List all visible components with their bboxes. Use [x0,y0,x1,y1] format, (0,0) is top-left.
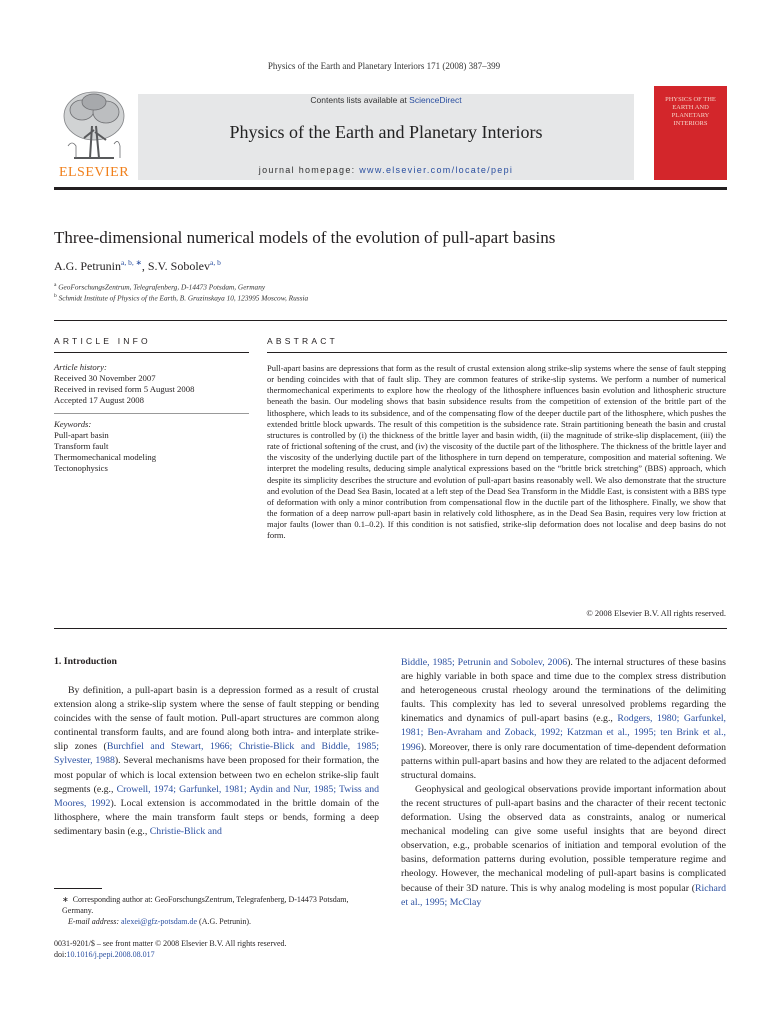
keyword: Thermomechanical modeling [54,452,157,462]
body-rule [54,628,727,629]
doi-line: doi:10.1016/j.pepi.2008.08.017 [54,950,155,959]
keyword: Transform fault [54,441,109,451]
keyword: Pull-apart basin [54,430,109,440]
author-name: S.V. Sobolev [147,259,211,273]
homepage-prefix: journal homepage: [258,165,360,175]
section-rule [54,320,727,321]
citation-link[interactable]: Burchfiel and Stewart, 1966; Christie-Blick and Biddle, 1985; Sylvester, 1988 [54,741,379,767]
article-title: Three-dimensional numerical models of the evolution of pull-apart basins [54,228,556,247]
citation-link[interactable]: Rodgers, 1980; Garfunkel, 1981; Ben-Avraham and Zoback, 1992; Katzman et al., 1995; ten Brink et al., 1996 [401,713,726,753]
affiliation-b: $^b$ Schmidt Institute of Physics of the Earth, B. Gruzinskaya 10, 123995 Moscow, Russia [54,293,309,303]
keywords-block [54,419,254,474]
article-history [54,362,254,406]
doi-link[interactable]: 10.1016/j.pepi.2008.08.017 [66,950,155,959]
homepage-link[interactable]: www.elsevier.com/locate/pepi [359,165,514,175]
sciencedirect-link[interactable]: ScienceDirect [409,95,462,105]
keywords-label: Keywords: [54,419,92,429]
running-header: Physics of the Earth and Planetary Interiors 171 (2008) 387–399 [267,61,501,71]
intro-right-column: Biddle, 1985; Petrunin and Sobolev, 2006). The internal structures of these basins are highly variable in both space and time due to the complex stress distribution and heterogeneous crustal rheology around the terminations of the delimiting faults. This complexity has led to several unresolved problems regarding the kinematics and dynamics of pull-apart basins (e.g., Rodgers, 1980; Garfunkel, 1981; Ben-Avraham and Zoback, 1992; Katzman et al., 1995; ten Brink et al., 1996). Moreover, there is only rare documentation of time-dependent deformation patterns within pull-apart basins and how they are related to the adjacent deformed structural domains. Geophysical and geological observations provide important information about the recent structures of pull-apart basins and the character of their recent tectonic deformation. Using the observed data as constraints, analog or numerical mechanical modeling can give some useful insights that are beyond direct observation, e.g., probable scenarios of initiation and temporal evolution of the basins, deformation patterns during evolution, possible temperature regime and rheology. However, the mechanical modeling of pull-apart basins is complicated because of their 3D nature. This is why analog modeling is most popular (Richard et al., 1995; McClay [401,657,726,908]
corresponding-author-footnote: ∗ Corresponding author at: GeoForschungsZentrum, Telegrafenberg, D-14473 Potsdam, Germany. E-mail address: alexei@gfz-potsdam.de (A.G. Petrunin). [62,895,349,926]
section-heading: 1. Introduction [54,656,117,667]
issn-line: 0031-9201/$ – see front matter © 2008 Elsevier B.V. All rights reserved. [54,939,287,948]
article-info-heading: ARTICLE INFO [54,336,151,346]
keywords-rule [54,413,249,414]
history-label: Article history: [54,362,107,372]
footnote-rule [54,888,102,889]
contents-line [138,95,634,105]
email-link[interactable]: alexei@gfz-potsdam.de [121,917,198,926]
author-name: A.G. Petrunin [54,259,121,273]
abstract-text: Pull-apart basins are depressions that form as the result of crustal extension along strike-slip systems where the sense of fault stepping or bending coincides with that of fault slip. They are common features of strike-slip systems. We perform a number of numerical thermomechanical experiments to explore how the rheology of the lithosphere influences basin evolution and lithospheric structure beneath the basin. Our modeling shows that basin subsidence results from the competition of extension of the brittle part of the lithosphere, which leads to its subsidence, and of the compensating flow of the deeper ductile part of the lithosphere, which pushes the extended brittle block upwards. The result of this competition is the subsidence rate. Strain partitioning beneath the basin and crustal structures is controlled by (i) the thickness of the brittle layer and basin width, (ii) the magnitude of strike-slip displacement, (iii) the rate of frictional softening of the crust, and (iv) the viscosity of the ductile part of the lithosphere. The thickness of the brittle layer and the viscosity of the underlying ductile part of the lithosphere in turn depend on temperature, composition and material softening. We interpret the modeling results, deducing simple analytical expressions based on the “brittle brick stretching” (BBS) approach, which despite its simplicity describes the structure and evolution of pull-apart basins reasonably well. We also demonstrate that the structure and evolution of the Dead Sea Basin, located at a left step of the Dead Sea Transform in the Middle East, is consistent with a BBS type of deformation with only a minor contribution from compensational flow in the ductile part of the lithosphere. Finally, we show that the formation of a deep narrow pull-apart basin in relatively cold lithosphere, as in the Dead Sea Basin, requires very low friction at major faults (lower than 0.1–0.2). If this condition is not satisfied, strike-slip deformation does not localise and deep basins do not form. [267,363,726,541]
citation-link[interactable]: Crowell, 1974; Garfunkel, 1981; Aydin and Nur, 1985; Twiss and Moores, 1992 [54,783,379,809]
keyword: Tectonophysics [54,463,108,473]
publisher-wordmark: ELSEVIER [58,165,130,180]
citation-link[interactable]: Biddle, 1985; Petrunin and Sobolev, 2006 [401,657,568,668]
abstract-heading: ABSTRACT [267,336,338,346]
author-affiliation-marks[interactable]: a, b [210,258,221,267]
copyright-line: © 2008 Elsevier B.V. All rights reserved. [586,608,726,618]
abstract-rule [267,352,727,353]
journal-title: Physics of the Earth and Planetary Interiors [229,122,543,142]
front-matter-info [54,938,287,960]
contents-prefix: Contents lists available at [310,95,410,105]
received-date: Received 30 November 2007 [54,373,156,383]
accepted-date: Accepted 17 August 2008 [54,395,144,405]
intro-left-column: By definition, a pull-apart basin is a depression formed as a result of crustal extension along a strike-slip system where the sense of fault stepping or bending coincides with the sense of fault motion. Pull-apart structures are common along continental transform faults, and are found along both intra- and interplate strike-slip zones (Burchfiel and Stewart, 1966; Christie-Blick and Biddle, 1985; Sylvester, 1988). Several mechanisms have been proposed for their formation, the most popular of which is local extension between two en echelon strike-slip fault segments (e.g., Crowell, 1974; Garfunkel, 1981; Aydin and Nur, 1985; Twiss and Moores, 1992). Local extension is accommodated in the brittle domain of the lithosphere, where the main transform fault steps or bends, forming a deep sedimentary basin (e.g., Christie-Blick and [54,685,380,837]
journal-homepage [138,165,634,175]
revised-date: Received in revised form 5 August 2008 [54,384,195,394]
article-info-rule [54,352,249,353]
affiliation-a: $^a$ GeoForschungsZentrum, Telegrafenberg, D-14473 Potsdam, Germany [54,282,266,292]
citation-link[interactable]: Christie-Blick and [149,825,222,837]
author-affiliation-marks[interactable]: a, b, ∗ [121,258,142,267]
journal-cover-title: PHYSICS OF THE EARTH AND PLANETARY INTERIORS [665,96,716,127]
citation-link[interactable]: Richard et al., 1995; McClay [401,882,726,908]
header-rule [54,187,727,190]
author-list: A.G. Petrunin$^{a, b, ∗}$, S.V. Sobolev$^{a, b}$ [54,258,221,273]
